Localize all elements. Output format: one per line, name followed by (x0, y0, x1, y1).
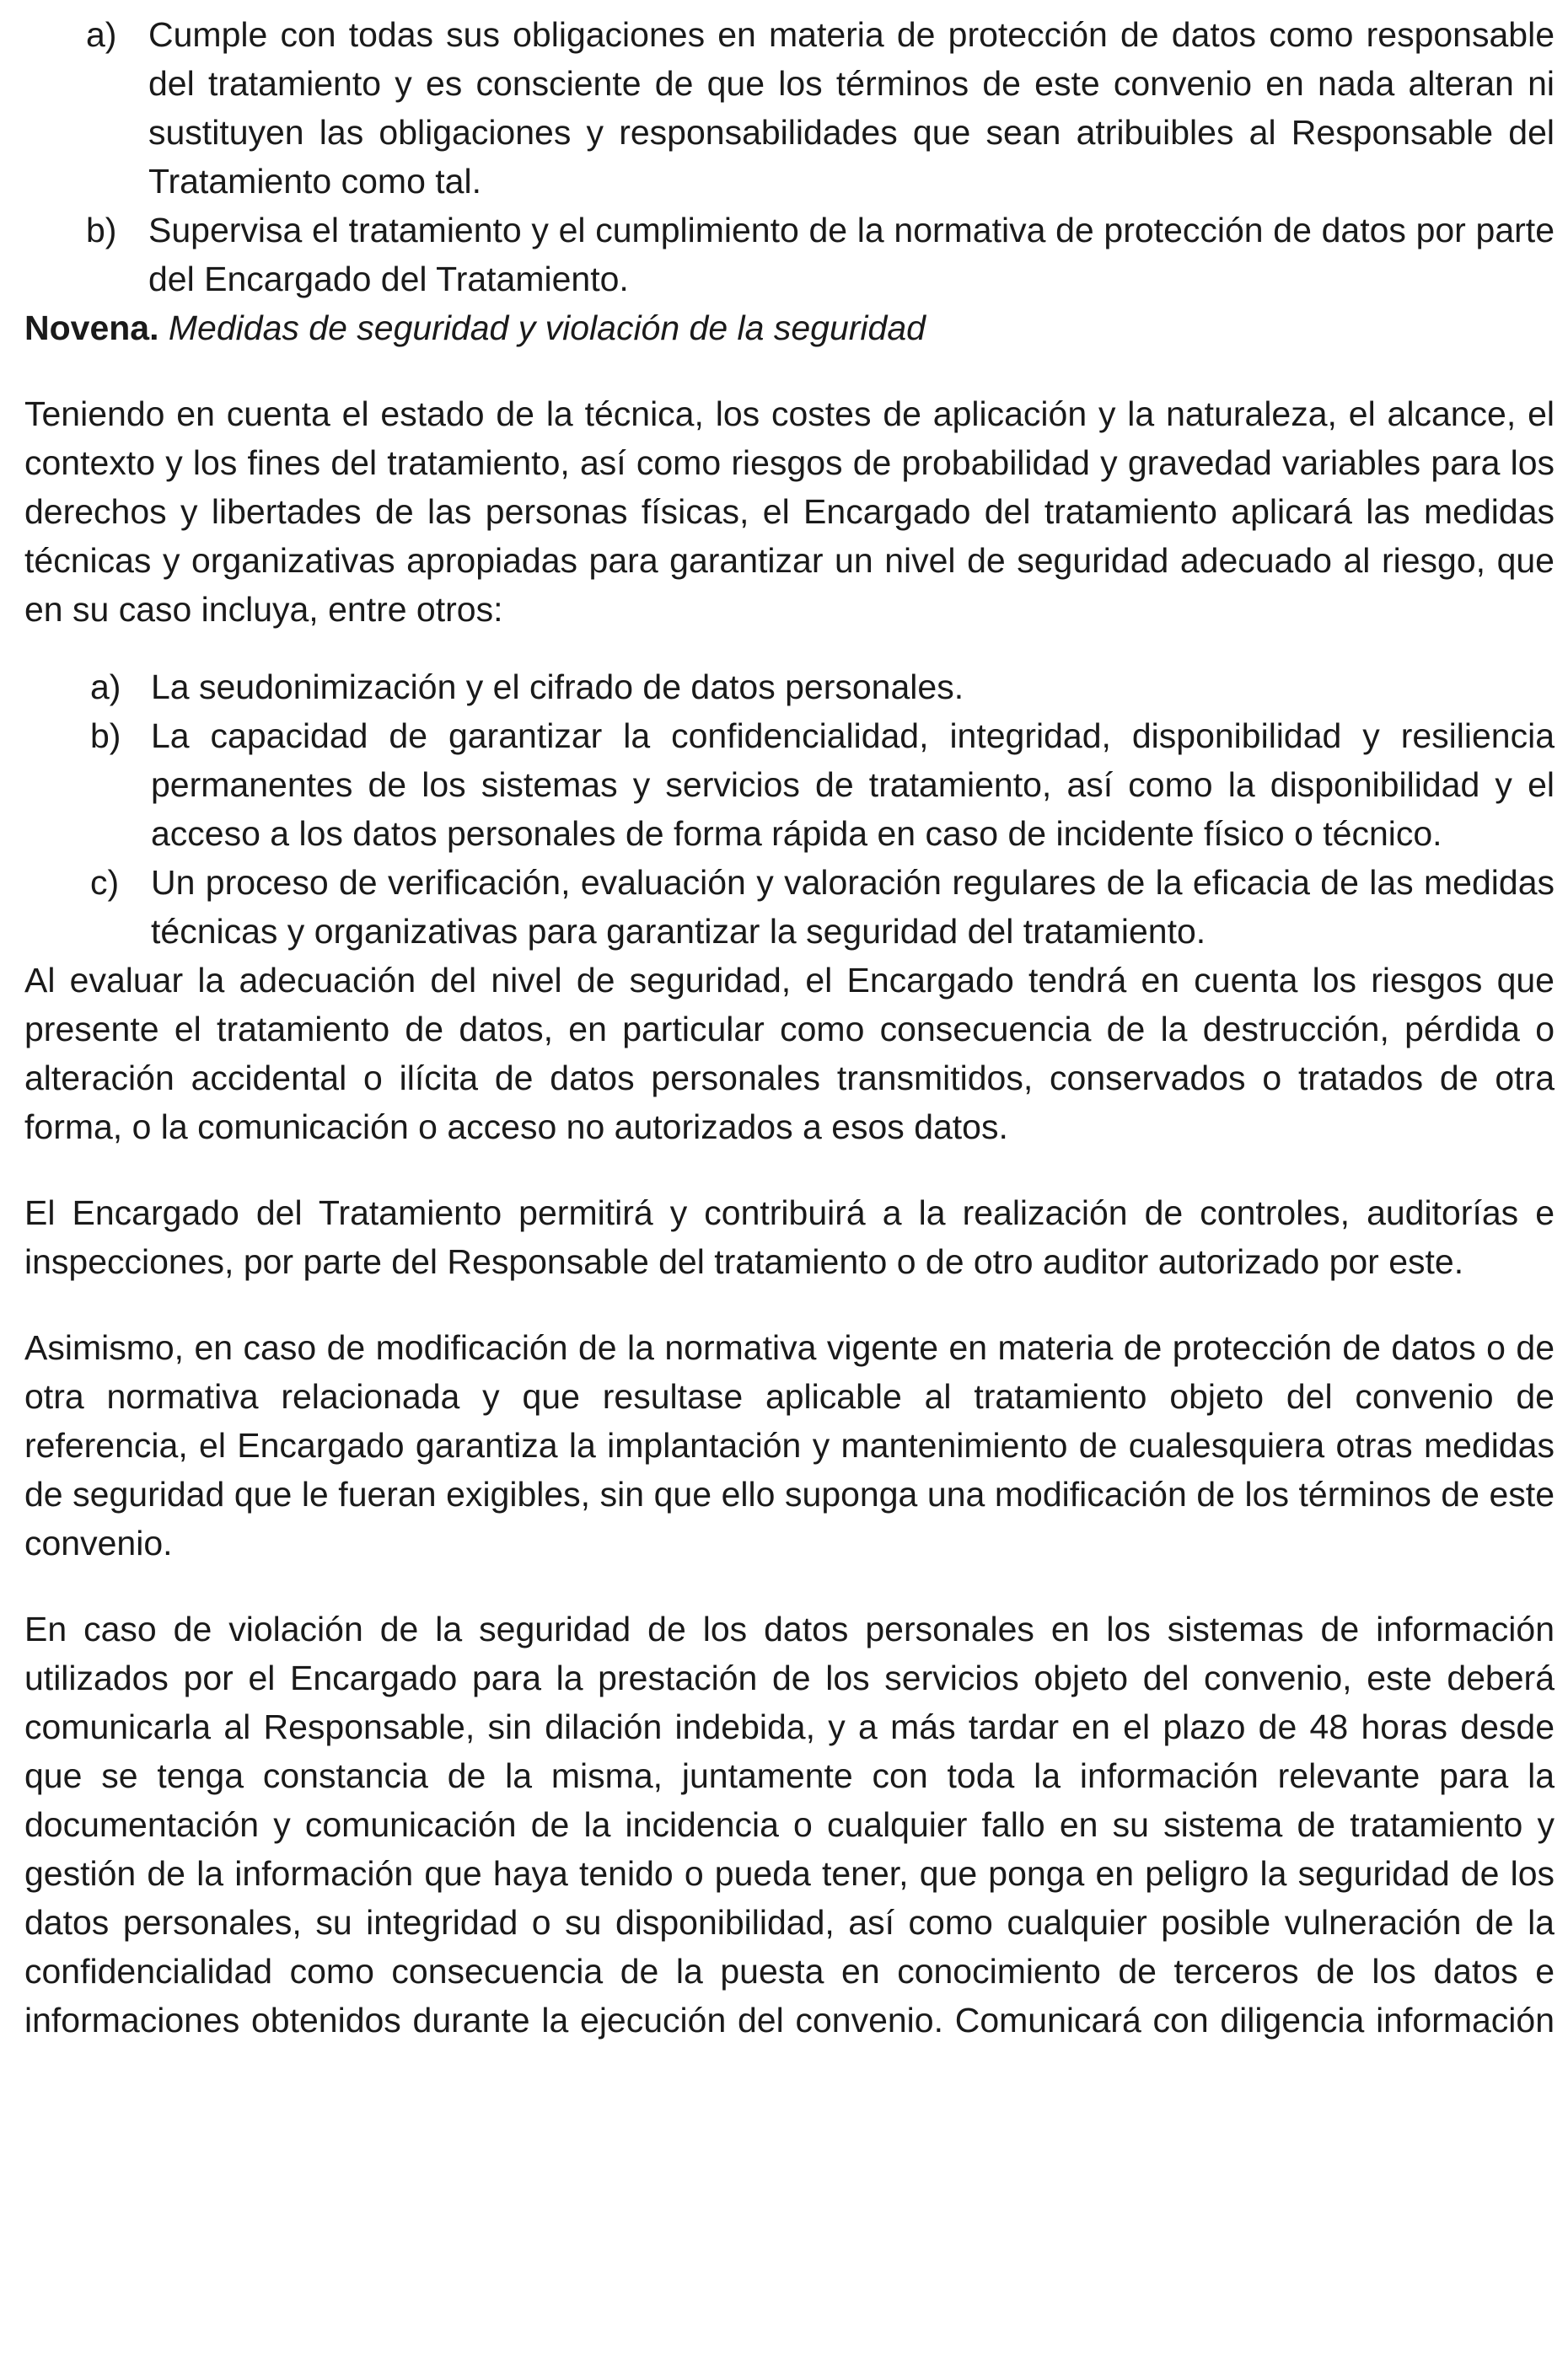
spacer (24, 1568, 1555, 1605)
spacer (24, 1286, 1555, 1323)
list-marker: b) (86, 211, 117, 249)
list-item (24, 858, 1555, 956)
spacer (24, 634, 1555, 662)
list-item-text: La seudonimización y el cifrado de datos personales. (151, 667, 964, 706)
section-number: Novena. (24, 308, 159, 347)
spacer (24, 352, 1555, 389)
section-title: Medidas de seguridad y violación de la seguridad (168, 308, 926, 347)
body-paragraph: El Encargado del Tratamiento permitirá y contribuirá a la realización de controles, auditorías e inspecciones, por parte del Responsable del tratamiento o de otro auditor autorizado por este. (24, 1193, 1555, 1281)
list-marker: a) (86, 15, 117, 54)
list-item (24, 711, 1555, 858)
list-marker: b) (90, 716, 121, 755)
obligations-list (24, 10, 1555, 303)
list-marker: a) (90, 667, 121, 706)
list-item (24, 662, 1555, 711)
list-item-text: Un proceso de verificación, evaluación y valoración regulares de la eficacia de las medidas técnicas y organizativas para garantizar la seguridad del tratamiento. (151, 863, 1555, 951)
spacer (24, 1151, 1555, 1188)
body-paragraph: En caso de violación de la seguridad de los datos personales en los sistemas de información utilizados por el Encargado para la prestación de los servicios objeto del convenio, este deberá comunicarla al Responsable, sin dilación indebida, y a más tardar en el plazo de 48 horas desde que se tenga constancia de la misma, juntamente con toda la información relevante para la documentación y comunicación de la incidencia o cualquier fallo en su sistema de tratamiento y gestión de la información que haya tenido o pueda tener, que ponga en peligro la seguridad de los datos personales, su integridad o su disponibilidad, así como cualquier posible vulneración de la confidencialidad como consecuencia de la puesta en conocimiento de terceros de los datos e informaciones obtenidos durante la ejecución del convenio. Comunicará con diligencia información (24, 1610, 1555, 2040)
body-paragraph: Al evaluar la adecuación del nivel de seguridad, el Encargado tendrá en cuenta los riesgos que presente el tratamiento de datos, en particular como consecuencia de la destrucción, pérdida o alteración accidental o ilícita de datos personales transmitidos, conservados o tratados de otra forma, o la comunicación o acceso no autorizados a esos datos. (24, 961, 1555, 1146)
section-heading (24, 303, 1555, 352)
list-item (24, 10, 1555, 206)
list-item-text: La capacidad de garantizar la confidencialidad, integridad, disponibilidad y resiliencia permanentes de los sistemas y servicios de tratamiento, así como la disponibilidad y el acceso a los datos personales de forma rápida en caso de incidente físico o técnico. (151, 716, 1555, 853)
list-item-text: Cumple con todas sus obligaciones en materia de protección de datos como responsable del tratamiento y es consciente de que los términos de este convenio en nada alteran ni sustituyen las obligaciones y responsabilidades que sean atribuibles al Responsable del Tratamiento como tal. (148, 15, 1555, 201)
list-item (24, 206, 1555, 303)
intro-paragraph: Teniendo en cuenta el estado de la técnica, los costes de aplicación y la naturaleza, el alcance, el contexto y los fines del tratamiento, así como riesgos de probabilidad y gravedad variables para los derechos y libertades de las personas físicas, el Encargado del tratamiento aplicará las medidas técnicas y organizativas apropiadas para garantizar un nivel de seguridad adecuado al riesgo, que en su caso incluya, entre otros: (24, 394, 1555, 629)
list-item-text: Supervisa el tratamiento y el cumplimiento de la normativa de protección de datos por parte del Encargado del Tratamiento. (148, 211, 1555, 298)
list-marker: c) (90, 863, 120, 902)
body-paragraph: Asimismo, en caso de modificación de la normativa vigente en materia de protección de datos o de otra normativa relacionada y que resultase aplicable al tratamiento objeto del convenio de referencia, el Encargado garantiza la implantación y mantenimiento de cualesquiera otras medidas de seguridad que le fueran exigibles, sin que ello suponga una modificación de los términos de este convenio. (24, 1328, 1555, 1563)
document-page (24, 10, 1555, 2045)
security-measures-list (24, 662, 1555, 956)
